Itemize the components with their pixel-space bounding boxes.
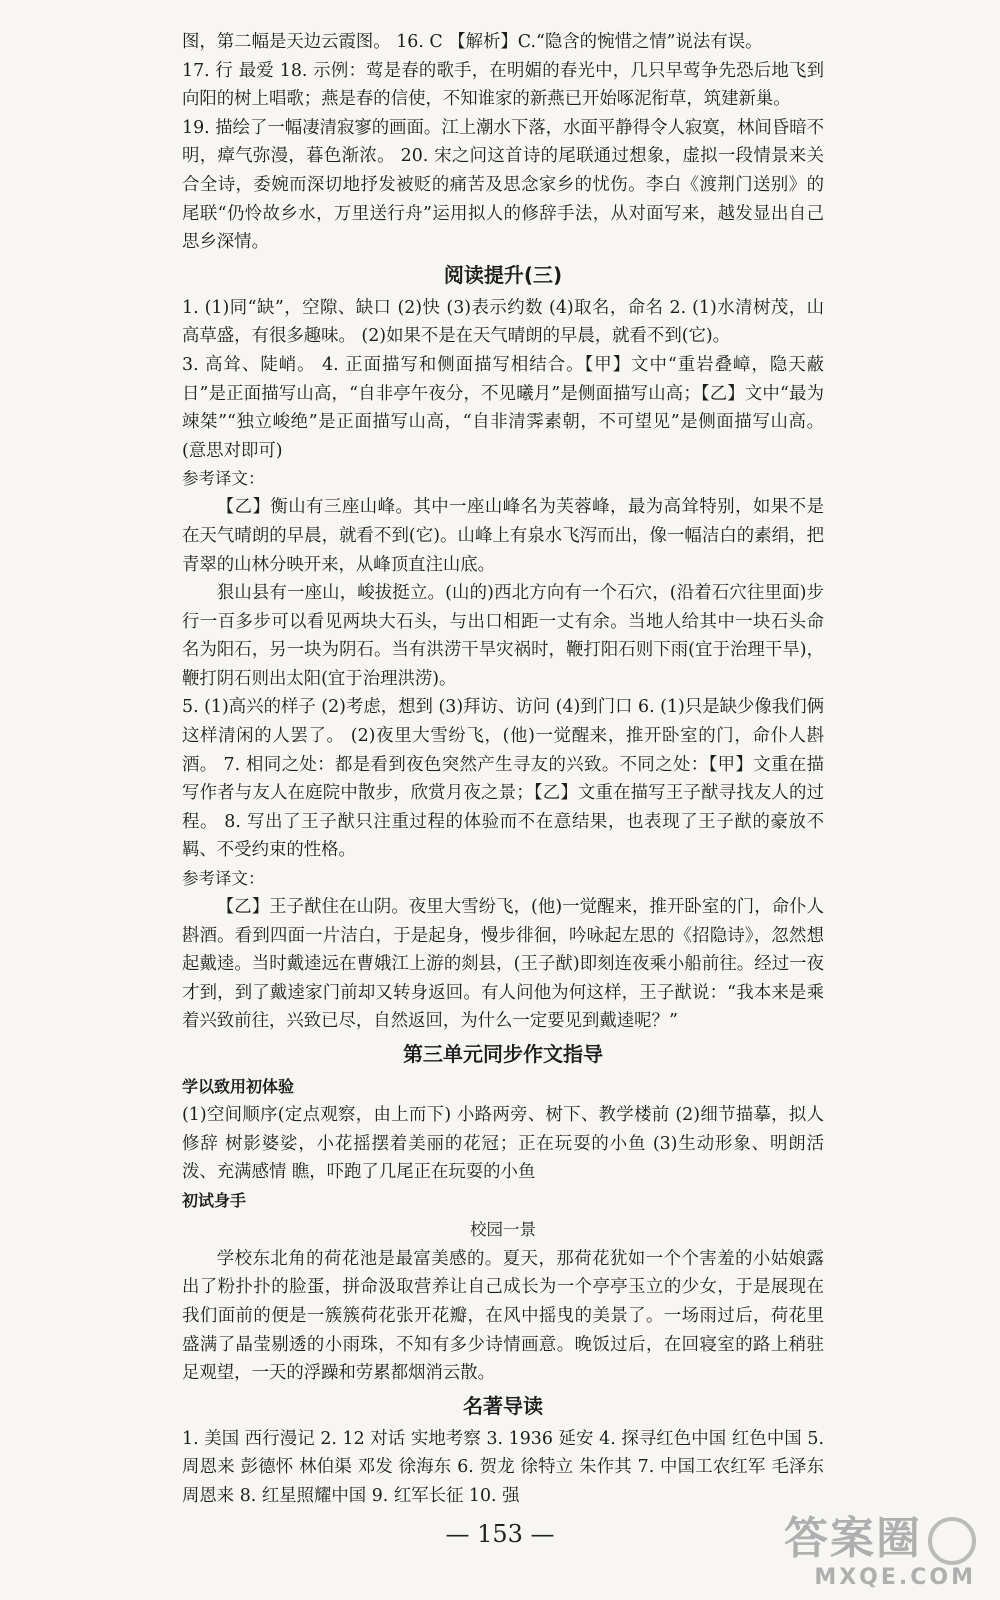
section-heading-unit-3-writing: 第三单元同步作文指导 [403, 1042, 603, 1066]
watermark-logo [784, 1513, 976, 1590]
answer-para-17-18: 17. 行 最爱 18. 示例：莺是春的歌手，在明媚的春光中，几只早莺争先恐后地飞到向阳的树上唱歌；燕是春的信使，不知谁家的新燕已开始啄泥衔草，筑建新巢。 [182, 60, 824, 110]
watermark-text: 答案圈 [784, 1513, 922, 1564]
essay-body: 学校东北角的荷花池是最富美感的。夏天，那荷花犹如一个个害羞的小姑娘露出了粉扑扑的脸蛋，拼命汲取营养让自己成长为一个亭亭玉立的少女，于是展现在我们面前的便是一簇簇荷花张开花瓣，在风中摇曳的美景了。一场雨过后，荷花里盛满了晶莹剔透的小雨珠，不知有多少诗情画意。晚饭过后，在回寝室的路上稍驻足观望，一天的浮躁和劳累都烟消云散。 [182, 1248, 824, 1384]
reference-translation-label: 参考译文： [182, 469, 265, 489]
essay-title: 校园一景 [470, 1219, 536, 1239]
translation-para-wangziyou: 【乙】王子猷住在山阴。夜里大雪纷飞，(他)一觉醒来，推开卧室的门，命仆人斟酒。看到四面一片洁白，于是起身，慢步徘徊，吟咏起左思的《招隐诗》，忽然想起戴逵。当时戴逵远在曹娥江上游的剡县，(王子猷)即刻连夜乘小船前往。经过一夜才到，到了戴逵家门前却又转身返回。有人问他为何这样，王子猷说：“我本来是乘着兴致前往，兴致已尽，自然返回，为什么一定要见到戴逵呢？” [182, 897, 824, 1032]
page-number: — 153 — [445, 1520, 555, 1548]
subheading-first-try: 初试身手 [182, 1190, 247, 1210]
subheading-practice: 学以致用初体验 [182, 1077, 295, 1096]
answer-para-1-2: 1. (1)同“缺”，空隙、缺口 (2)快 (3)表示约数 (4)取名，命名 2. (1)水清树茂，山高草盛，有很多趣味。 (2)如果不是在天气晴朗的早晨，就看不到(它)。 [182, 297, 824, 347]
translation-para-shanxian: 狠山县有一座山，峻拔挺立。(山的)西北方向有一个石穴，(沿着石穴往里面)步行一百多步可以看见两块大石头，与出口相距一丈有余。当地人给其中一块石头命名为阳石，另一块为阴石。当有洪涝干旱灾祸时，鞭打阳石则下雨(宜于治理干旱)，鞭打阴石则出太阳(宜于治理洪涝)。 [182, 583, 824, 689]
reference-translation-label-2: 参考译文： [182, 869, 265, 889]
section-heading-reading-3: 阅读提升(三) [443, 262, 563, 287]
answer-para-3-4: 3. 高耸、陡峭。 4. 正面描写和侧面描写相结合。【甲】文中“重岩叠嶂，隐天蔽日”是正面描写山高，“自非亭午夜分，不见曦月”是侧面描写山高；【乙】文中“最为竦桀”“独立峻绝”是正面描写山高，“自非清霁素朝，不可望见”是侧面描写山高。(意思对即可) [182, 354, 824, 461]
answer-para-writing-guide: (1)空间顺序(定点观察，由上而下) 小路两旁、树下、教学楼前 (2)细节描摹，拟人修辞 树影婆娑，小花摇摆着美丽的花冠；正在玩耍的小鱼 (3)生动形象、明朗活泼、充满感情 瞧，吓跑了几尾正在玩耍的小鱼 [182, 1105, 824, 1183]
answer-para-classics: 1. 美国 西行漫记 2. 12 对话 实地考察 3. 1936 延安 4. 探寻红色中国 红色中国 5. 周恩来 彭德怀 林伯渠 邓发 徐海东 6. 贺龙 徐特立 朱作其 7. 中国工农红军 毛泽东 周恩来 8. 红星照耀中国 9. 红军长征 10. 强 [182, 1428, 824, 1506]
watermark-seal-icon [928, 1517, 976, 1565]
translation-para-hengshan: 【乙】衡山有三座山峰。其中一座山峰名为芙蓉峰，最为高耸特别，如果不是在天气晴朗的早晨，就看不到(它)。山峰上有泉水飞泻而出，像一幅洁白的素绢，把青翠的山林分映开来，从峰顶直注山底。 [182, 497, 824, 575]
answer-para-5-8: 5. (1)高兴的样子 (2)考虑，想到 (3)拜访、访问 (4)到门口 6. (1)只是缺少像我们俩这样清闲的人罢了。 (2)夜里大雪纷飞，(他)一觉醒来，推开卧室的门，命仆人斟酒。 7. 相同之处：都是看到夜色突然产生寻友的兴致。不同之处：【甲】文重在描写作者与友人在庭院中散步，欣赏月夜之景；【乙】文重在描写王子猷寻找友人的过程。 8. 写出了王子猷只注重过程的体验而不在意结果，也表现了王子猷的豪放不羁、不受约束的性格。 [182, 697, 824, 861]
section-heading-classics-guide: 名著导读 [463, 1393, 543, 1418]
watermark-url: MXQE.COM [814, 1565, 976, 1590]
answer-para-16: 图，第二幅是天边云霞图。 16. C 【解析】C.“隐含的惋惜之情”说法有误。 [182, 32, 763, 52]
answer-para-19-20: 19. 描绘了一幅凄清寂寥的画面。江上潮水下落，水面平静得令人寂寞，林间昏暗不明，瘴气弥漫，暮色渐浓。 20. 宋之问这首诗的尾联通过想象，虚拟一段情景来关合全诗，委婉而深切地抒发被贬的痛苦及思念家乡的忧伤。李白《渡荆门送别》的尾联“仍怜故乡水，万里送行舟”运用拟人的修辞手法，从对面写来，越发显出自己思乡深情。 [182, 117, 824, 253]
answer-page [182, 28, 824, 1511]
